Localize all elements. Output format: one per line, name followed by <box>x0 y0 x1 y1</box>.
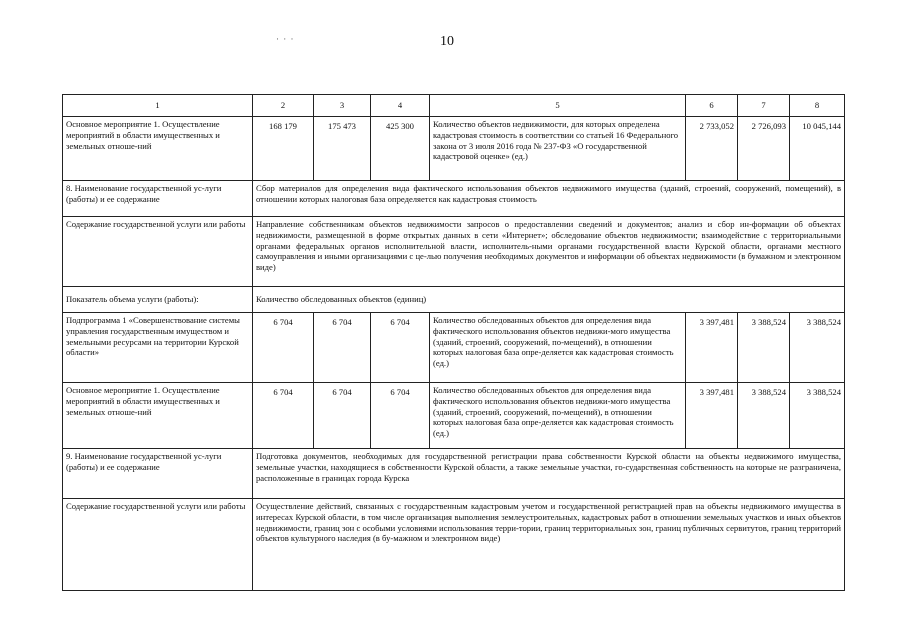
program-table <box>62 94 845 591</box>
scan-speck: · · · <box>276 34 295 44</box>
service-label: 8. Наименование государственной ус-луги (работы) и ее содержание <box>63 181 253 217</box>
content-text: Направление собственникам объектов недвижимости запросов о предоставлении сведений и документов; анализ и сбор ин-формации об объектах недвижимости, размещенной в форме открытых данных в сети «Интернет»; обследование объектов недвижимости; взаимодействие с территориальными органами федеральных органов исполнительной власти, исполнитель-ными органами государственной власти Курской области, органами местного самоуправления и иными организациями с це-лью получения необходимых документов и информации об объектах недвижимости (в бумажном и электронном виде) <box>253 217 845 287</box>
header-cell: 2 <box>253 95 314 117</box>
header-cell: 6 <box>686 95 738 117</box>
value-cell: 3 388,524 <box>738 383 790 449</box>
header-cell: 8 <box>790 95 845 117</box>
volume-text: Количество обследованных объектов (единиц) <box>253 287 845 313</box>
value-cell: 6 704 <box>371 383 430 449</box>
row-name: Основное мероприятие 1. Осуществление мероприятий в области имущественных и земельных отноше-ний <box>63 383 253 449</box>
value-cell: 3 388,524 <box>738 313 790 383</box>
value-cell: 2 733,052 <box>686 117 738 181</box>
table-row <box>63 181 845 217</box>
value-cell: 168 179 <box>253 117 314 181</box>
value-cell: 3 397,481 <box>686 383 738 449</box>
table-row <box>63 383 845 449</box>
value-cell: 6 704 <box>253 313 314 383</box>
header-cell: 3 <box>314 95 371 117</box>
value-cell: 10 045,144 <box>790 117 845 181</box>
table-row <box>63 449 845 499</box>
header-row <box>63 95 845 117</box>
table-row <box>63 499 845 591</box>
row-name: Основное мероприятие 1. Осуществление мероприятий в области имущественных и земельных отноше-ний <box>63 117 253 181</box>
service-label: 9. Наименование государственной ус-луги (работы) и ее содержание <box>63 449 253 499</box>
indicator-cell: Количество обследованных объектов для определения вида фактического использования объектов недвижи-мого имущества (зданий, строений, сооружений, по-мещений), в отношении которых налоговая база опре-деляется как кадастровая стоимость (ед.) <box>430 313 686 383</box>
indicator-cell: Количество объектов недвижимости, для которых определена кадастровая стоимость в соответствии со статьей 16 Федерального закона от 3 июля 2016 года № 237-ФЗ «О государственной кадастровой оценке» (ед.) <box>430 117 686 181</box>
service-text: Подготовка документов, необходимых для государственной регистрации права собственности Курской области на объекты недвижимого имущества, земельные участки, находящиеся в собственности Курской области, а также земельные участки, го-сударственная собственность на которые не разграничена, расположенные в границах города Курска <box>253 449 845 499</box>
page-number: 10 <box>440 34 454 49</box>
content-label: Содержание государственной услуги или работы <box>63 499 253 591</box>
row-name: Подпрограмма 1 «Совершенствование системы управления государственным имуществом и земельными ресурсами на территории Курской области» <box>63 313 253 383</box>
value-cell: 175 473 <box>314 117 371 181</box>
value-cell: 6 704 <box>253 383 314 449</box>
value-cell: 3 397,481 <box>686 313 738 383</box>
value-cell: 6 704 <box>371 313 430 383</box>
content-text: Осуществление действий, связанных с государственным кадастровым учетом и государственной регистрацией прав на объекты недвижимого имущества в интересах Курской области, в том числе организация выполнения землеустроительных, кадастровых работ в отношении земельных участков и иных объектов недвижимости, границ зон с особыми условиями использования терри-тории, границ территориальных зон, границ публичных сервитутов, границ территорий объектов культурного наследия (в бу-мажном и электронном виде) <box>253 499 845 591</box>
table-row <box>63 217 845 287</box>
indicator-cell: Количество обследованных объектов для определения вида фактического использования объектов недвижи-мого имущества (зданий, строений, сооружений, по-мещений), в отношении которых налоговая база опре-деляется как кадастровая стоимость (ед.) <box>430 383 686 449</box>
table-row <box>63 117 845 181</box>
value-cell: 425 300 <box>371 117 430 181</box>
header-cell: 4 <box>371 95 430 117</box>
table-row <box>63 313 845 383</box>
value-cell: 2 726,093 <box>738 117 790 181</box>
value-cell: 3 388,524 <box>790 383 845 449</box>
service-text: Сбор материалов для определения вида фактического использования объектов недвижимого имущества (зданий, строений, сооружений, помещений), в отношении которых налоговая база определяется как кадастровая стоимость <box>253 181 845 217</box>
header-cell: 7 <box>738 95 790 117</box>
volume-label: Показатель объема услуги (работы): <box>63 287 253 313</box>
value-cell: 3 388,524 <box>790 313 845 383</box>
table-row <box>63 287 845 313</box>
content-label: Содержание государственной услуги или работы <box>63 217 253 287</box>
header-cell: 5 <box>430 95 686 117</box>
value-cell: 6 704 <box>314 313 371 383</box>
header-cell: 1 <box>63 95 253 117</box>
value-cell: 6 704 <box>314 383 371 449</box>
